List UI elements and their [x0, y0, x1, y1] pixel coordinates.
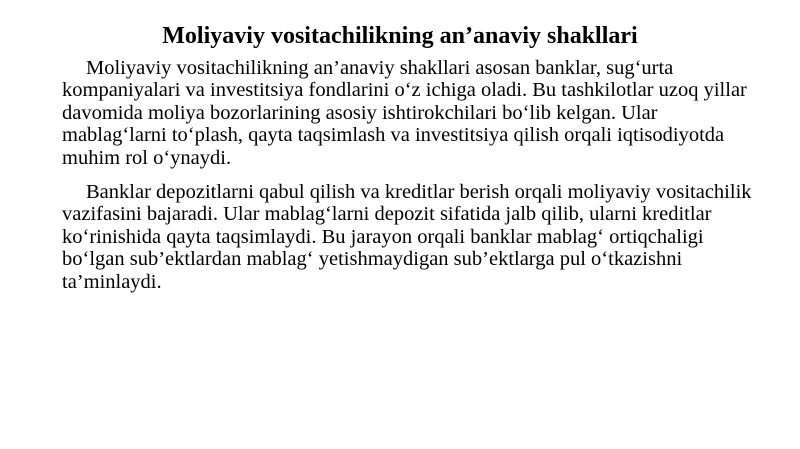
slide-title: Moliyaviy vositachilikning an’anaviy shakllari — [162, 23, 638, 49]
slide-body — [62, 57, 752, 293]
paragraph-1: Moliyaviy vositachilikning an’anaviy shakllari asosan banklar, sug‘urta kompaniyalari va investitsiya fondlarini o‘z ichiga oladi. Bu tashkilotlar uzoq yillar davomida moliya bozorlarining asosiy ishtirokchilari bo‘lib kelgan. Ular mablag‘larni to‘plash, qayta taqsimlash va investitsiya qilish orqali iqtisodiyotda muhim rol o‘ynaydi. — [62, 57, 747, 169]
paragraph-2: Banklar depozitlarni qabul qilish va kreditlar berish orqali moliyaviy vositachilik vazifasini bajaradi. Ular mablag‘larni depozit sifatida jalb qilib, ularni kreditlar ko‘rinishida qayta taqsimlaydi. Bu jarayon orqali banklar mablag‘ ortiqchaligi bo‘lgan sub’ektlardan mablag‘ yetishmaydigan sub’ektlarga pul o‘tkazishni ta’minlaydi. — [62, 181, 752, 293]
